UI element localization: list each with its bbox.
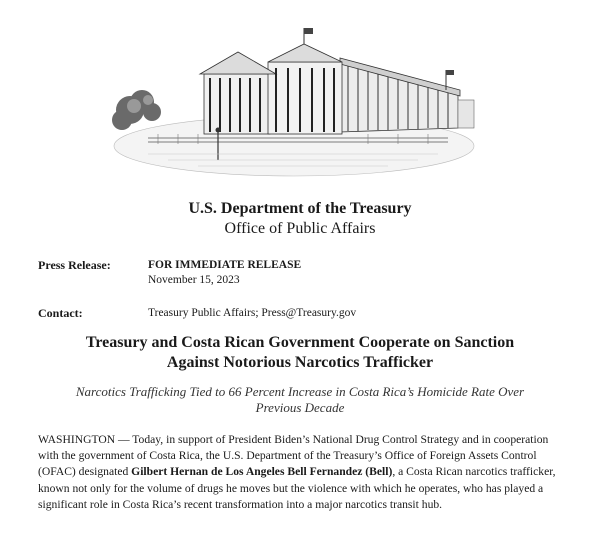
headline xyxy=(40,333,560,373)
contact-label: Contact: xyxy=(38,306,83,320)
office-name: Office of Public Affairs xyxy=(224,220,376,237)
headline-line-2: Against Notorious Narcotics Trafficker xyxy=(166,354,434,371)
release-type: FOR IMMEDIATE RELEASE xyxy=(148,259,302,271)
press-release-label: Press Release: xyxy=(38,258,111,272)
body-text-part-2: , a Costa Rican narcotics trafficker, known not only for the volume of drugs he moves but the violence with which he operates, who has played a significant role in Costa Rica’s recent transformation into a major narcotics transit hub. xyxy=(38,465,556,511)
subheadline-line-2: Previous Decade xyxy=(255,400,345,415)
body-paragraph xyxy=(38,432,568,513)
treasury-building-engraving xyxy=(108,14,480,180)
subheadline-line-1: Narcotics Trafficking Tied to 66 Percent Increase in Costa Rica’s Homicide Rate Over xyxy=(75,384,525,399)
contact-value: Treasury Public Affairs; Press@Treasury.gov xyxy=(148,307,357,319)
department-name: U.S. Department of the Treasury xyxy=(188,200,412,217)
designated-person-name: Gilbert Hernan de Los Angeles Bell Fernandez (Bell) xyxy=(131,465,393,479)
release-date: November 15, 2023 xyxy=(148,274,240,286)
body-text-part-1: WASHINGTON — Today, in support of President Biden’s National Drug Control Strategy and in cooperation with the government of Costa Rica, the U.S. Department of the Treasury’s Office of Foreign Assets Control (OFAC) designated xyxy=(38,433,549,479)
subheadline xyxy=(52,384,548,416)
headline-line-1: Treasury and Costa Rican Government Cooperate on Sanction xyxy=(85,334,515,351)
